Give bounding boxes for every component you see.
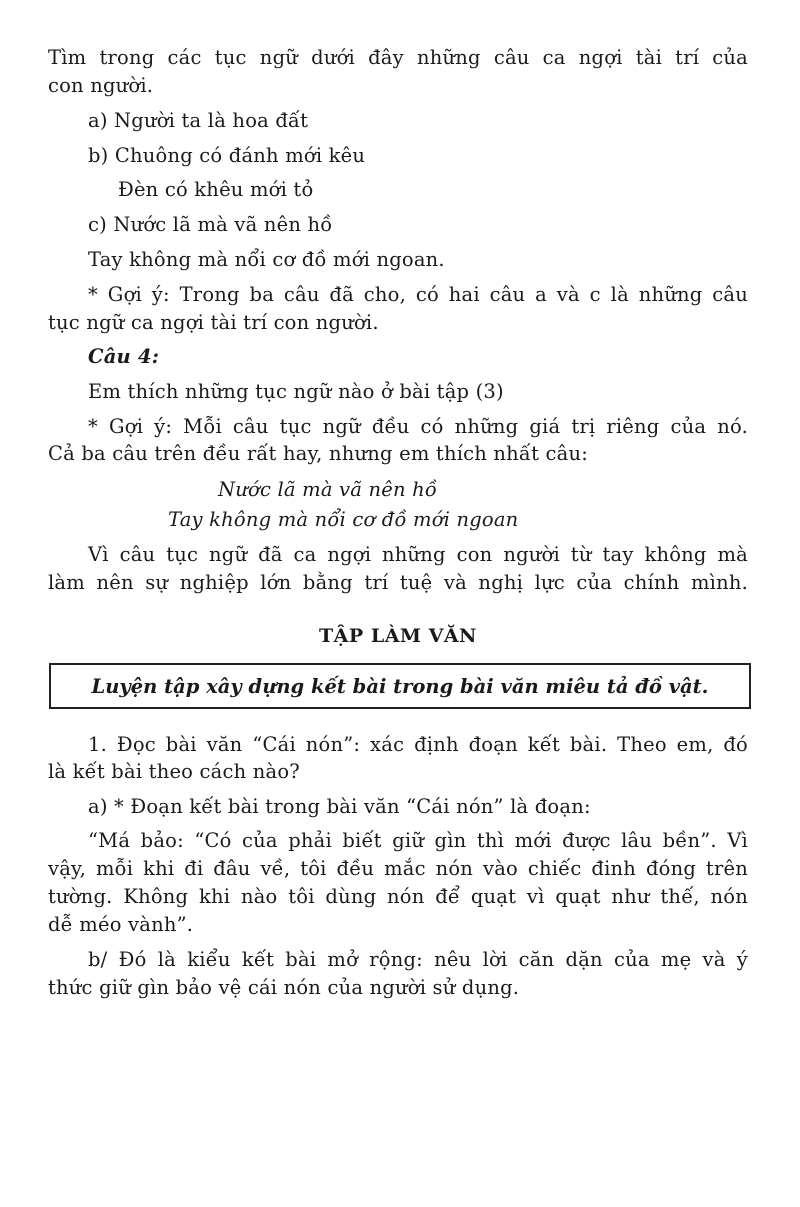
proverb-b-line2: Đèn có khêu mới tỏ <box>118 178 314 201</box>
exercise3-hint-line2: tục ngữ ca ngợi tài trí con người. <box>48 311 379 334</box>
section-title: TẬP LÀM VĂN <box>319 625 477 647</box>
task1-answer-b-line2: thức giữ gìn bảo vệ cái nón của người sử dụng. <box>48 976 520 999</box>
task1-question-line2: là kết bài theo cách nào? <box>48 760 300 783</box>
exercise4-reason-line1: Vì câu tục ngữ đã ca ngợi những con người từ tay không mà <box>88 543 748 566</box>
exercise4-quote-line1: Nước lã mà vã nên hồ <box>218 478 438 501</box>
task1-quote-line2: vậy, mỗi khi đi đâu về, tôi đều mắc nón vào chiếc đinh đóng trên <box>48 857 748 880</box>
exercise4-question: Em thích những tục ngữ nào ở bài tập (3) <box>88 380 504 403</box>
exercise4-heading: Câu 4: <box>88 345 160 368</box>
exercise3-intro-line1: Tìm trong các tục ngữ dưới đây những câu ca ngợi tài trí của <box>48 46 748 69</box>
task1-question-line1: 1. Đọc bài văn “Cái nón”: xác định đoạn kết bài. Theo em, đó <box>88 733 748 756</box>
task1-quote-line4: dễ méo vành”. <box>48 913 194 936</box>
task1-answer-a: a) * Đoạn kết bài trong bài văn “Cái nón” là đoạn: <box>88 795 591 818</box>
proverb-a: a) Người ta là hoa đất <box>88 109 309 132</box>
exercise4-hint-line2: Cả ba câu trên đều rất hay, nhưng em thích nhất câu: <box>48 442 588 465</box>
task1-answer-b-line1: b/ Đó là kiểu kết bài mở rộng: nêu lời căn dặn của mẹ và ý <box>88 948 748 971</box>
proverb-c-line2: Tay không mà nổi cơ đồ mới ngoan. <box>88 248 445 271</box>
exercise3-hint-line1: * Gợi ý: Trong ba câu đã cho, có hai câu a và c là những câu <box>88 283 748 306</box>
lesson-title-box <box>49 663 751 709</box>
task1-quote-line1: “Má bảo: “Có của phải biết giữ gìn thì mới được lâu bền”. Vì <box>88 829 748 852</box>
proverb-b-line1: b) Chuông có đánh mới kêu <box>88 144 366 167</box>
exercise4-reason-line2: làm nên sự nghiệp lớn bằng trí tuệ và nghị lực của chính mình. <box>48 571 748 594</box>
proverb-c-line1: c) Nước lã mà vã nên hồ <box>88 213 333 236</box>
exercise4-quote-line2: Tay không mà nổi cơ đồ mới ngoan <box>168 508 519 531</box>
task1-quote-line3: tường. Không khi nào tôi dùng nón để quạt vì quạt như thế, nón <box>48 885 748 908</box>
exercise3-intro-line2: con người. <box>48 74 154 97</box>
lesson-title: Luyện tập xây dựng kết bài trong bài văn miêu tả đồ vật. <box>91 674 709 698</box>
exercise4-hint-line1: * Gợi ý: Mỗi câu tục ngữ đều có những giá trị riêng của nó. <box>88 415 748 438</box>
